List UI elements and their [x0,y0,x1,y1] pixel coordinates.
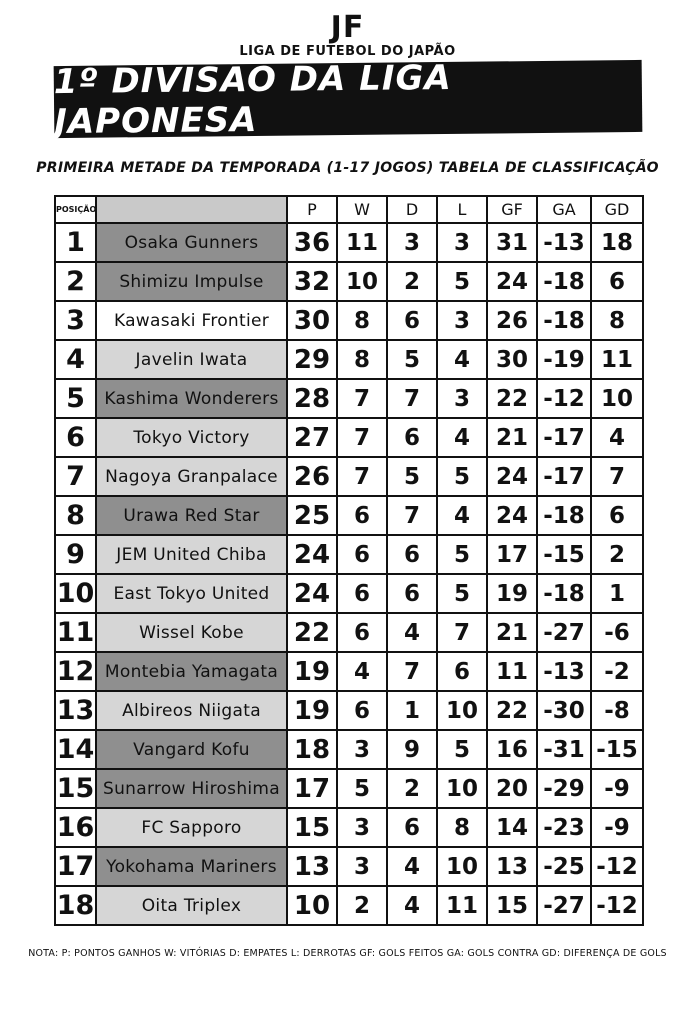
wins-cell: 7 [337,379,387,418]
goals-for-cell: 17 [487,535,537,574]
draws-cell: 6 [387,574,437,613]
table-row [55,301,643,340]
goals-for-cell: 20 [487,769,537,808]
position-cell: 18 [55,886,96,925]
goals-for-cell: 14 [487,808,537,847]
table-row [55,808,643,847]
draws-cell: 3 [387,223,437,262]
column-header-losses: L [437,196,487,223]
losses-cell: 5 [437,535,487,574]
draws-cell: 6 [387,418,437,457]
wins-cell: 4 [337,652,387,691]
goals-against-cell: -18 [537,262,591,301]
losses-cell: 5 [437,262,487,301]
team-name-cell: Javelin Iwata [96,340,287,379]
goals-against-cell: -13 [537,652,591,691]
team-name-cell: East Tokyo United [96,574,287,613]
goals-against-cell: -17 [537,418,591,457]
points-cell: 10 [287,886,337,925]
wins-cell: 3 [337,847,387,886]
points-cell: 15 [287,808,337,847]
goals-for-cell: 24 [487,457,537,496]
losses-cell: 5 [437,457,487,496]
team-name-cell: Kashima Wonderers [96,379,287,418]
position-cell: 11 [55,613,96,652]
column-header-draws: D [387,196,437,223]
goal-difference-cell: 4 [591,418,643,457]
position-cell: 5 [55,379,96,418]
draws-cell: 7 [387,379,437,418]
table-row [55,730,643,769]
draws-cell: 2 [387,262,437,301]
wins-cell: 6 [337,613,387,652]
goals-against-cell: -25 [537,847,591,886]
losses-cell: 5 [437,730,487,769]
goals-for-cell: 21 [487,418,537,457]
goal-difference-cell: 10 [591,379,643,418]
points-cell: 25 [287,496,337,535]
losses-cell: 3 [437,379,487,418]
goals-for-cell: 24 [487,496,537,535]
points-cell: 24 [287,574,337,613]
goal-difference-cell: 1 [591,574,643,613]
wins-cell: 7 [337,457,387,496]
position-cell: 3 [55,301,96,340]
goal-difference-cell: 11 [591,340,643,379]
points-cell: 22 [287,613,337,652]
position-cell: 2 [55,262,96,301]
team-name-cell: Albireos Niigata [96,691,287,730]
points-cell: 27 [287,418,337,457]
position-cell: 14 [55,730,96,769]
goals-for-cell: 21 [487,613,537,652]
goals-for-cell: 24 [487,262,537,301]
draws-cell: 6 [387,535,437,574]
points-cell: 36 [287,223,337,262]
table-row [55,847,643,886]
goals-against-cell: -18 [537,301,591,340]
team-name-cell: Vangard Kofu [96,730,287,769]
table-row [55,418,643,457]
table-row [55,613,643,652]
losses-cell: 6 [437,652,487,691]
team-name-cell: Tokyo Victory [96,418,287,457]
losses-cell: 4 [437,340,487,379]
table-row [55,262,643,301]
goal-difference-cell: 6 [591,496,643,535]
draws-cell: 5 [387,457,437,496]
goals-for-cell: 15 [487,886,537,925]
points-cell: 24 [287,535,337,574]
draws-cell: 2 [387,769,437,808]
draws-cell: 4 [387,847,437,886]
team-name-cell: Urawa Red Star [96,496,287,535]
title-banner [53,57,643,143]
points-cell: 18 [287,730,337,769]
goals-for-cell: 30 [487,340,537,379]
position-cell: 15 [55,769,96,808]
goals-against-cell: -19 [537,340,591,379]
table-row [55,574,643,613]
column-header-team [96,196,287,223]
goals-for-cell: 16 [487,730,537,769]
goals-against-cell: -17 [537,457,591,496]
goal-difference-cell: 7 [591,457,643,496]
table-row [55,691,643,730]
footnote: NOTA: P: PONTOS GANHOS W: VITÓRIAS D: EMPATES L: DERROTAS GF: GOLS FEITOS GA: GOLS CONTRA GD: DIFERENÇA DE GOLS [28,948,667,959]
position-cell: 6 [55,418,96,457]
team-name-cell: Osaka Gunners [96,223,287,262]
draws-cell: 6 [387,808,437,847]
column-header-wins: W [337,196,387,223]
table-subtitle: PRIMEIRA METADE DA TEMPORADA (1-17 JOGOS) TABELA DE CLASSIFICAÇÃO [36,160,659,176]
losses-cell: 3 [437,223,487,262]
column-header-position: POSIÇÃO [55,196,96,223]
losses-cell: 3 [437,301,487,340]
team-name-cell: Shimizu Impulse [96,262,287,301]
table-row [55,496,643,535]
table-row [55,886,643,925]
goal-difference-cell: -6 [591,613,643,652]
team-name-cell: Kawasaki Frontier [96,301,287,340]
points-cell: 30 [287,301,337,340]
points-cell: 29 [287,340,337,379]
goals-for-cell: 31 [487,223,537,262]
team-name-cell: Nagoya Granpalace [96,457,287,496]
losses-cell: 5 [437,574,487,613]
goals-against-cell: -15 [537,535,591,574]
wins-cell: 2 [337,886,387,925]
losses-cell: 8 [437,808,487,847]
wins-cell: 10 [337,262,387,301]
position-cell: 8 [55,496,96,535]
draws-cell: 9 [387,730,437,769]
draws-cell: 7 [387,496,437,535]
wins-cell: 7 [337,418,387,457]
goals-against-cell: -18 [537,496,591,535]
losses-cell: 10 [437,847,487,886]
column-header-goals-against: GA [537,196,591,223]
goals-against-cell: -27 [537,613,591,652]
goal-difference-cell: -15 [591,730,643,769]
goals-against-cell: -30 [537,691,591,730]
table-row [55,223,643,262]
draws-cell: 4 [387,613,437,652]
wins-cell: 6 [337,535,387,574]
goal-difference-cell: 6 [591,262,643,301]
table-row [55,535,643,574]
losses-cell: 10 [437,691,487,730]
points-cell: 28 [287,379,337,418]
table-row [55,379,643,418]
points-cell: 13 [287,847,337,886]
table-row [55,769,643,808]
draws-cell: 5 [387,340,437,379]
goals-against-cell: -12 [537,379,591,418]
wins-cell: 6 [337,574,387,613]
goal-difference-cell: -9 [591,769,643,808]
goals-against-cell: -23 [537,808,591,847]
position-cell: 13 [55,691,96,730]
team-name-cell: JEM United Chiba [96,535,287,574]
standings-table [54,195,644,926]
goal-difference-cell: -8 [591,691,643,730]
losses-cell: 7 [437,613,487,652]
team-name-cell: Sunarrow Hiroshima [96,769,287,808]
goals-against-cell: -31 [537,730,591,769]
position-cell: 10 [55,574,96,613]
column-header-goals-for: GF [487,196,537,223]
goal-difference-cell: -2 [591,652,643,691]
goals-for-cell: 22 [487,379,537,418]
position-cell: 16 [55,808,96,847]
team-name-cell: Yokohama Mariners [96,847,287,886]
goal-difference-cell: -9 [591,808,643,847]
losses-cell: 4 [437,418,487,457]
goal-difference-cell: -12 [591,847,643,886]
position-cell: 4 [55,340,96,379]
column-header-points: P [287,196,337,223]
goals-for-cell: 22 [487,691,537,730]
header-row [55,196,643,223]
wins-cell: 5 [337,769,387,808]
wins-cell: 6 [337,496,387,535]
league-name: LIGA DE FUTEBOL DO JAPÃO [239,44,456,59]
points-cell: 19 [287,691,337,730]
points-cell: 19 [287,652,337,691]
position-cell: 17 [55,847,96,886]
team-name-cell: Oita Triplex [96,886,287,925]
points-cell: 32 [287,262,337,301]
goal-difference-cell: 18 [591,223,643,262]
draws-cell: 1 [387,691,437,730]
position-cell: 9 [55,535,96,574]
goal-difference-cell: 2 [591,535,643,574]
goals-for-cell: 13 [487,847,537,886]
goals-against-cell: -29 [537,769,591,808]
goals-against-cell: -18 [537,574,591,613]
position-cell: 7 [55,457,96,496]
standings-body [55,223,643,925]
goals-for-cell: 19 [487,574,537,613]
column-header-goal-difference: GD [591,196,643,223]
page-title: 1º DIVISÃO DA LIGA JAPONESA [53,57,452,143]
points-cell: 17 [287,769,337,808]
wins-cell: 3 [337,808,387,847]
table-row [55,652,643,691]
wins-cell: 8 [337,301,387,340]
table-row [55,457,643,496]
losses-cell: 10 [437,769,487,808]
table-row [55,340,643,379]
draws-cell: 6 [387,301,437,340]
wins-cell: 3 [337,730,387,769]
position-cell: 12 [55,652,96,691]
goals-for-cell: 26 [487,301,537,340]
goals-for-cell: 11 [487,652,537,691]
league-logo: JF [330,10,365,45]
losses-cell: 11 [437,886,487,925]
wins-cell: 8 [337,340,387,379]
wins-cell: 11 [337,223,387,262]
team-name-cell: Montebia Yamagata [96,652,287,691]
goals-against-cell: -13 [537,223,591,262]
goals-against-cell: -27 [537,886,591,925]
wins-cell: 6 [337,691,387,730]
goal-difference-cell: 8 [591,301,643,340]
points-cell: 26 [287,457,337,496]
team-name-cell: Wissel Kobe [96,613,287,652]
draws-cell: 4 [387,886,437,925]
team-name-cell: FC Sapporo [96,808,287,847]
draws-cell: 7 [387,652,437,691]
losses-cell: 4 [437,496,487,535]
goal-difference-cell: -12 [591,886,643,925]
position-cell: 1 [55,223,96,262]
